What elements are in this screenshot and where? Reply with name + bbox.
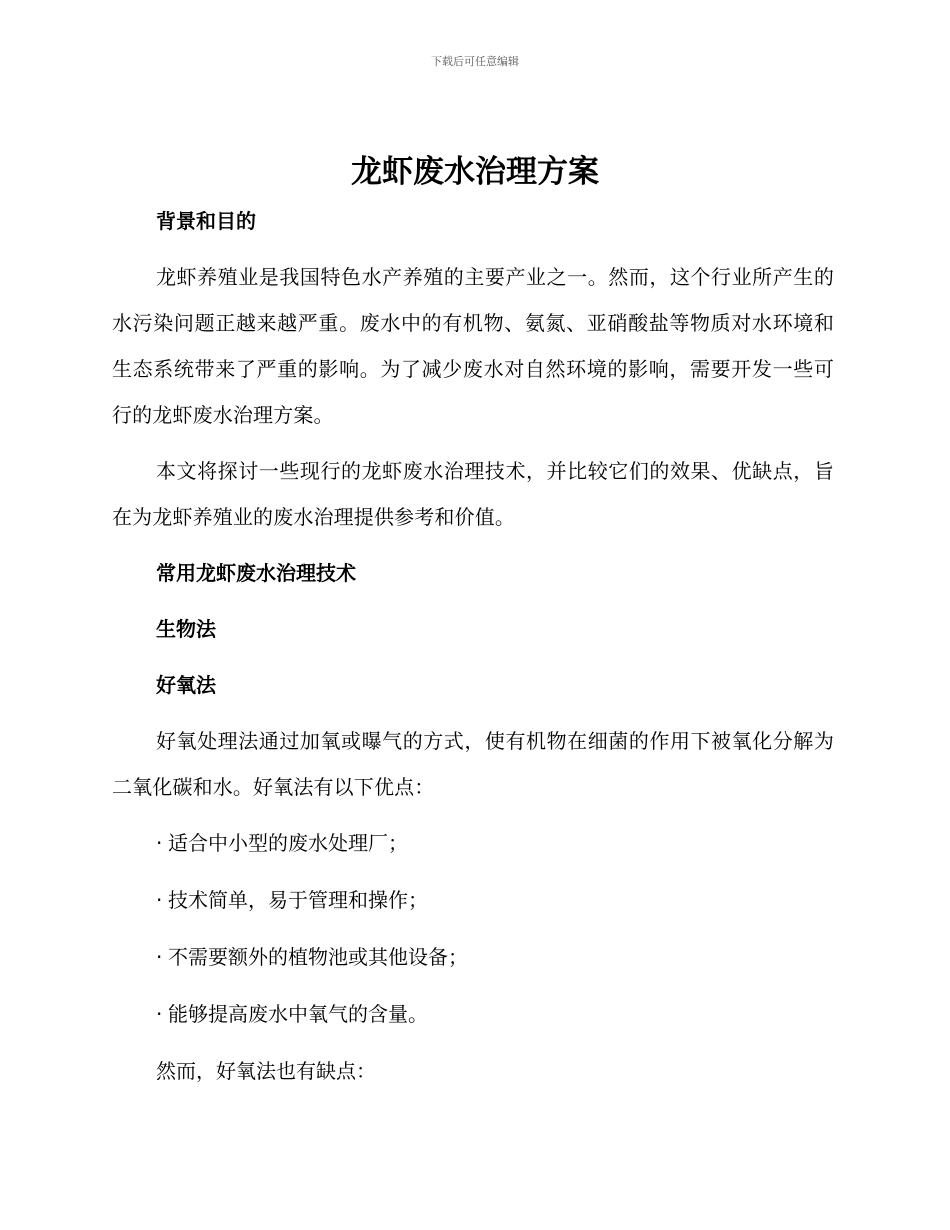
subsection-heading-biological: 生物法 — [156, 617, 216, 641]
list-item-text: 能够提高废水中氧气的含量。 — [168, 1002, 428, 1026]
subsection-heading-aerobic: 好氧法 — [156, 673, 216, 697]
list-item — [112, 991, 834, 1037]
section-heading-techniques: 常用龙虾废水治理技术 — [156, 561, 356, 585]
bullet-icon: · — [156, 888, 163, 912]
list-item-text: 不需要额外的植物池或其他设备； — [168, 945, 468, 969]
bullet-icon: · — [156, 1002, 163, 1026]
paragraph-background-2: 本文将探讨一些现行的龙虾废水治理技术，并比较它们的效果、优缺点，旨在为龙虾养殖业的废水治理提供参考和价值。 — [112, 459, 834, 529]
section-heading-background: 背景和目的 — [156, 209, 256, 233]
bullet-icon: · — [156, 831, 163, 855]
paragraph-background-1: 龙虾养殖业是我国特色水产养殖的主要产业之一。然而，这个行业所产生的水污染问题正越来越严重。废水中的有机物、氨氮、亚硝酸盐等物质对水环境和生态系统带来了严重的影响。为了减少废水对自然环境的影响，需要开发一些可行的龙虾废水治理方案。 — [112, 265, 834, 427]
list-item-text: 适合中小型的废水处理厂； — [168, 831, 408, 855]
paragraph-disadvantages-intro: 然而，好氧法也有缺点： — [156, 1059, 376, 1083]
advantages-list — [112, 820, 834, 1037]
document-title: 龙虾废水治理方案 — [351, 154, 599, 190]
list-item — [112, 934, 834, 980]
paragraph-aerobic: 好氧处理法通过加氧或曝气的方式，使有机物在细菌的作用下被氧化分解为二氧化碳和水。好氧法有以下优点： — [112, 729, 834, 799]
list-item — [112, 877, 834, 923]
list-item — [112, 820, 834, 866]
page-header-note: 下载后可任意编辑 — [431, 55, 519, 68]
bullet-icon: · — [156, 945, 163, 969]
document-body — [112, 198, 834, 1094]
list-item-text: 技术简单，易于管理和操作； — [168, 888, 428, 912]
